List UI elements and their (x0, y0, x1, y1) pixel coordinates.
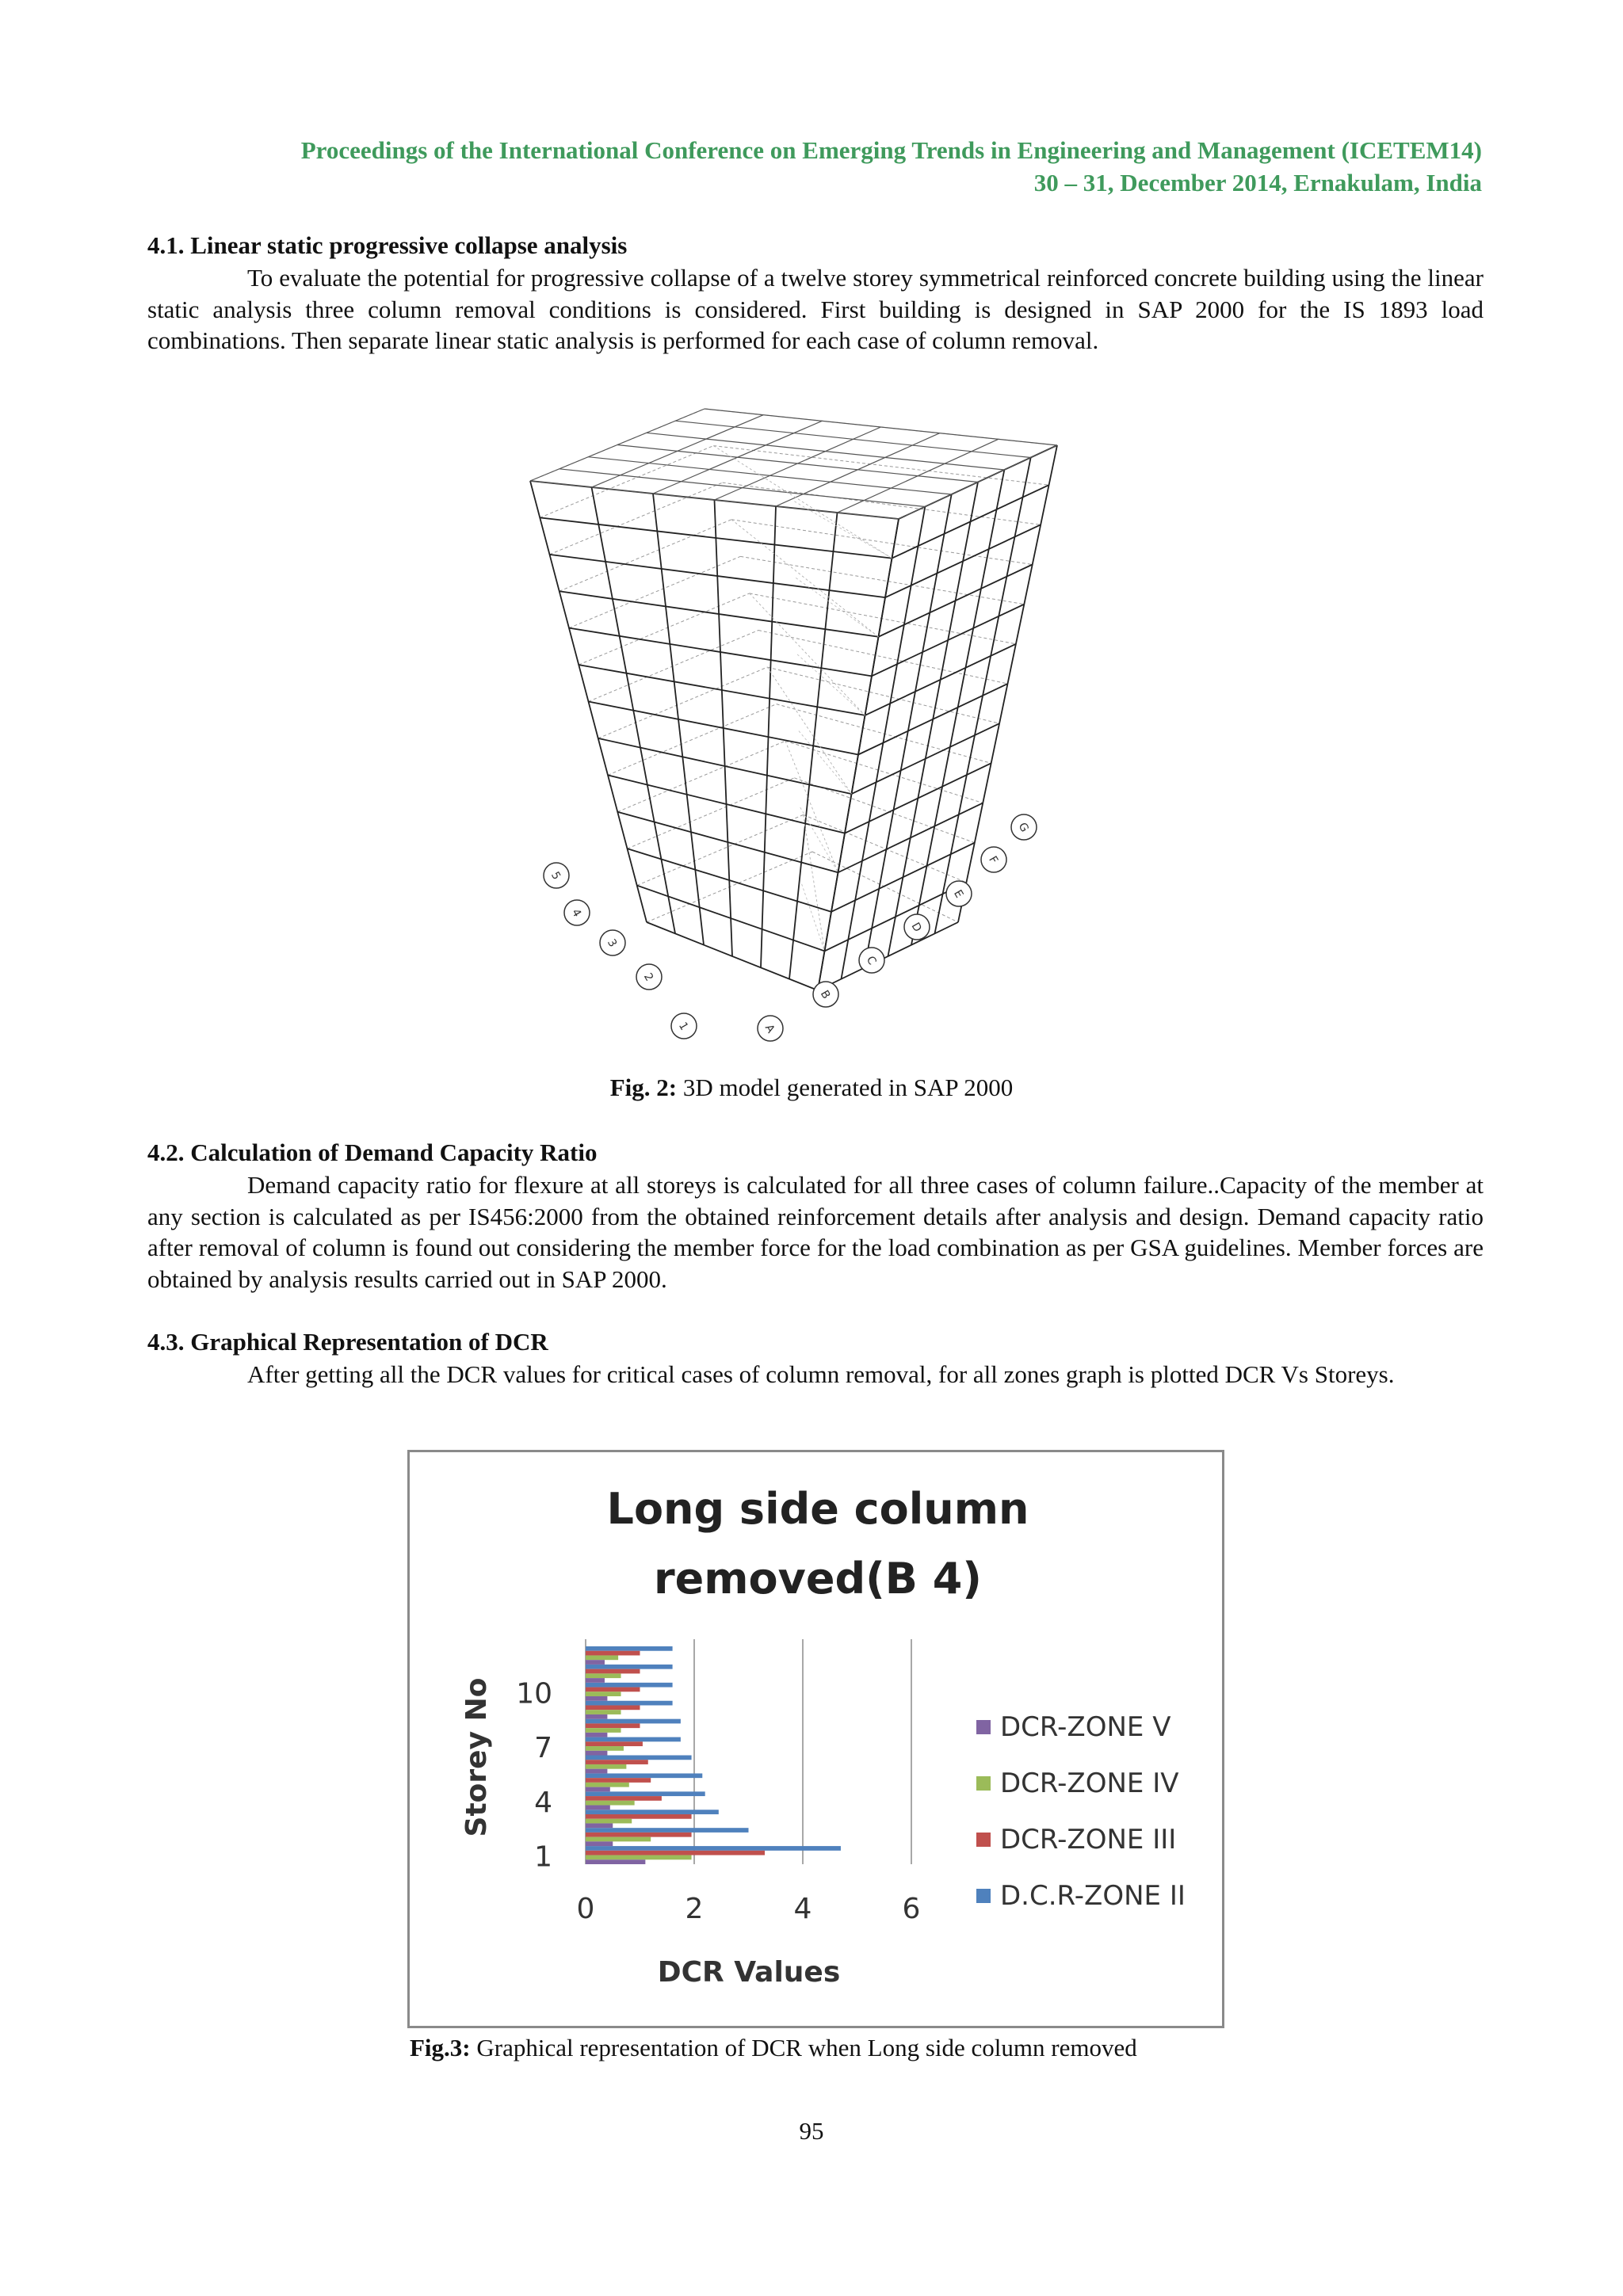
bar-dcr-zone-v-storey-7 (586, 1751, 607, 1756)
y-tick-label: 10 (516, 1677, 552, 1711)
frame-line (705, 409, 1057, 445)
frame-line (530, 481, 647, 922)
grid-bubble-label: A (762, 1022, 777, 1035)
bar-dcr-zone-v-storey-11 (586, 1678, 605, 1683)
bar-d-c-r-zone-ii-storey-8 (586, 1719, 681, 1724)
y-axis-label: Storey No (460, 1677, 493, 1837)
bar-dcr-zone-iv-storey-12 (586, 1655, 618, 1660)
bar-dcr-zone-v-storey-3 (586, 1823, 613, 1828)
bar-dcr-zone-iii-storey-3 (586, 1814, 692, 1819)
grid-bubble (813, 982, 838, 1007)
bar-dcr-zone-iv-storey-10 (586, 1691, 621, 1696)
figure-2-caption-text: 3D model generated in SAP 2000 (677, 1074, 1014, 1101)
grid-bubble-label: B (817, 988, 833, 1001)
bar-d-c-r-zone-ii-storey-12 (586, 1646, 673, 1651)
frame-line (569, 556, 740, 627)
bar-dcr-zone-iii-storey-1 (586, 1851, 765, 1855)
conference-header-line1: Proceedings of the International Conference on Emerging Trends in Engineering and Management (ICETEM14) (300, 136, 1482, 164)
bar-dcr-zone-iv-storey-8 (586, 1728, 621, 1733)
frame-line (796, 578, 878, 636)
x-axis-label: DCR Values (657, 1956, 841, 1989)
section-body-4-1: To evaluate the potential for progressive collapse of a twelve storey symmetrical reinforced concrete building using the linear static analysis three column removal conditions is considered. First building is designed in SAP 2000 for the IS 1893 load combinations. Then separate linear static analysis is performed for each case of column removal. (147, 264, 1484, 354)
frame-line (758, 631, 1008, 685)
grid-bubble-label: F (986, 854, 1001, 866)
bar-dcr-zone-v-storey-6 (586, 1769, 607, 1774)
frame-line (579, 593, 749, 665)
figure-3-caption (410, 2034, 1137, 2062)
legend-swatch (976, 1776, 991, 1791)
grid-bubble (1011, 814, 1037, 840)
bar-dcr-zone-iii-storey-9 (586, 1705, 640, 1710)
frame-line (802, 884, 825, 952)
bar-d-c-r-zone-ii-storey-9 (586, 1701, 673, 1706)
section-heading-4-2: 4.2. Calculation of Demand Capacity Ratio (147, 1138, 598, 1166)
frame-line (797, 654, 865, 715)
x-tick-label: 0 (576, 1893, 595, 1925)
frame-line (804, 814, 967, 882)
frame-line (653, 494, 704, 945)
bar-d-c-r-zone-ii-storey-11 (586, 1665, 673, 1669)
bar-d-c-r-zone-ii-storey-4 (586, 1791, 705, 1796)
frame-line (767, 667, 851, 794)
frame-line (761, 506, 776, 967)
bar-d-c-r-zone-ii-storey-7 (586, 1737, 681, 1742)
grid-bubble (671, 1013, 697, 1039)
dcr-chart (410, 1452, 1222, 2026)
bar-dcr-zone-iii-storey-4 (586, 1796, 662, 1801)
x-tick-label: 2 (685, 1893, 704, 1925)
bar-dcr-zone-v-storey-12 (586, 1660, 605, 1665)
chart-title-line: Long side column (606, 1484, 1029, 1534)
frame-line (723, 482, 1041, 524)
bar-dcr-zone-iv-storey-5 (586, 1783, 629, 1787)
bar-dcr-zone-iii-storey-10 (586, 1688, 640, 1692)
grid-bubble (600, 930, 625, 955)
y-tick-label: 4 (534, 1786, 552, 1819)
bar-d-c-r-zone-ii-storey-3 (586, 1810, 719, 1814)
frame-line (675, 421, 1030, 457)
figure-3d-building-model (515, 396, 1094, 1062)
figure-3-caption-text: Graphical representation of DCR when Long side column removed (470, 2034, 1137, 2061)
legend-label: D.C.R-ZONE II (1000, 1880, 1186, 1912)
bar-dcr-zone-iii-storey-7 (586, 1741, 643, 1746)
grid-bubble (946, 881, 972, 906)
bar-dcr-zone-iv-storey-3 (586, 1819, 632, 1824)
bar-dcr-zone-v-storey-5 (586, 1787, 610, 1792)
section-heading-4-1: 4.1. Linear static progressive collapse analysis (147, 231, 628, 259)
legend-label: DCR-ZONE IV (1000, 1768, 1179, 1799)
bar-d-c-r-zone-ii-storey-10 (586, 1683, 673, 1688)
bar-dcr-zone-iv-storey-2 (586, 1837, 651, 1842)
legend-swatch (976, 1889, 991, 1903)
grid-bubble (564, 900, 590, 925)
frame-line (899, 445, 1057, 519)
building-frame (530, 409, 1057, 990)
frame-line (715, 500, 733, 956)
section-heading-4-3: 4.3. Graphical Representation of DCR (147, 1328, 548, 1356)
frame-line (598, 667, 768, 738)
bar-dcr-zone-iv-storey-6 (586, 1764, 626, 1769)
bar-dcr-zone-v-storey-8 (586, 1733, 607, 1737)
bar-dcr-zone-iv-storey-9 (586, 1710, 621, 1714)
frame-line (617, 445, 978, 482)
bar-dcr-zone-v-storey-2 (586, 1841, 613, 1846)
legend-swatch (976, 1833, 991, 1847)
legend-label: DCR-ZONE III (1000, 1824, 1177, 1855)
frame-line (617, 741, 785, 812)
bar-dcr-zone-iii-storey-5 (586, 1778, 651, 1783)
grid-bubble-label: 3 (604, 936, 620, 950)
y-tick-label: 1 (534, 1840, 552, 1874)
grid-bubble-label: 1 (675, 1020, 691, 1033)
frame-line (776, 433, 940, 506)
grid-bubble (904, 914, 930, 940)
grid-bubble-label: C (863, 954, 879, 967)
legend-swatch (976, 1720, 991, 1734)
section-body-4-3: After getting all the DCR values for critical cases of column removal, for all zones graph is plotted DCR Vs Storeys. (247, 1360, 1395, 1388)
frame-line (608, 704, 777, 776)
bar-dcr-zone-iv-storey-7 (586, 1746, 624, 1751)
x-tick-label: 6 (902, 1893, 921, 1925)
section-body-4-2: Demand capacity ratio for flexure at all storeys is calculated for all three cases of column failure..Capacity of the member at any section is calculated as per IS456:2000 from the obtained reinforcement details after analysis and design. Demand capacity ratio after removal of column is found out considering the member force for the load combination as per GSA guidelines. Member forces are obtained by analysis results carried out in SAP 2000. (147, 1171, 1484, 1293)
grid-bubble (981, 847, 1006, 872)
bar-dcr-zone-iv-storey-11 (586, 1673, 621, 1678)
frame-line (637, 814, 804, 885)
chart-title-line: removed(B 4) (654, 1554, 982, 1604)
legend-label: DCR-ZONE V (1000, 1711, 1171, 1743)
bar-dcr-zone-v-storey-4 (586, 1806, 610, 1810)
grid-bubble (758, 1016, 783, 1041)
dcr-chart-frame (407, 1450, 1224, 2028)
bar-dcr-zone-iii-storey-2 (586, 1833, 692, 1837)
frame-line (804, 814, 825, 951)
bar-dcr-zone-iii-storey-6 (586, 1760, 648, 1764)
bar-d-c-r-zone-ii-storey-2 (586, 1828, 749, 1833)
frame-line (589, 631, 759, 702)
bar-dcr-zone-iii-storey-12 (586, 1651, 640, 1656)
bar-d-c-r-zone-ii-storey-5 (586, 1773, 702, 1778)
grid-bubble-label: 2 (640, 971, 656, 984)
y-tick-label: 7 (534, 1732, 552, 1765)
frame-line (592, 487, 676, 933)
frame-line (713, 446, 1048, 486)
bar-dcr-zone-iv-storey-1 (586, 1855, 692, 1860)
grid-bubble (859, 948, 884, 973)
grid-bubble (544, 863, 569, 888)
frame-line (777, 704, 991, 764)
x-tick-label: 4 (793, 1893, 812, 1925)
figure-2-label: Fig. 2: (609, 1074, 678, 1101)
frame-line (812, 852, 958, 922)
bar-dcr-zone-v-storey-9 (586, 1714, 607, 1719)
bar-d-c-r-zone-ii-storey-6 (586, 1756, 692, 1760)
conference-header-line2: 30 – 31, December 2014, Ernakulam, India (1033, 169, 1482, 196)
grid-bubble-label: G (1015, 820, 1031, 835)
grid-bubble-label: 4 (568, 906, 584, 920)
bar-d-c-r-zone-ii-storey-1 (586, 1846, 841, 1851)
figure-2-caption (0, 1074, 1623, 1102)
page-number: 95 (799, 2117, 824, 2145)
grid-bubble-label: D (908, 920, 924, 935)
bar-dcr-zone-iv-storey-4 (586, 1801, 635, 1806)
bar-dcr-zone-iii-storey-11 (586, 1669, 640, 1674)
frame-line (908, 470, 1004, 945)
bar-dcr-zone-v-storey-10 (586, 1696, 607, 1701)
grid-bubble-label: E (950, 887, 966, 901)
frame-line (958, 445, 1057, 922)
grid-bubble (636, 964, 662, 990)
bar-dcr-zone-iii-storey-8 (586, 1723, 640, 1728)
frame-line (550, 482, 723, 555)
frame-line (789, 513, 838, 979)
figure-3-label: Fig.3: (410, 2034, 471, 2061)
grid-bubble-label: 5 (548, 869, 563, 883)
bar-dcr-zone-v-storey-1 (586, 1859, 645, 1864)
frame-line (800, 807, 838, 872)
